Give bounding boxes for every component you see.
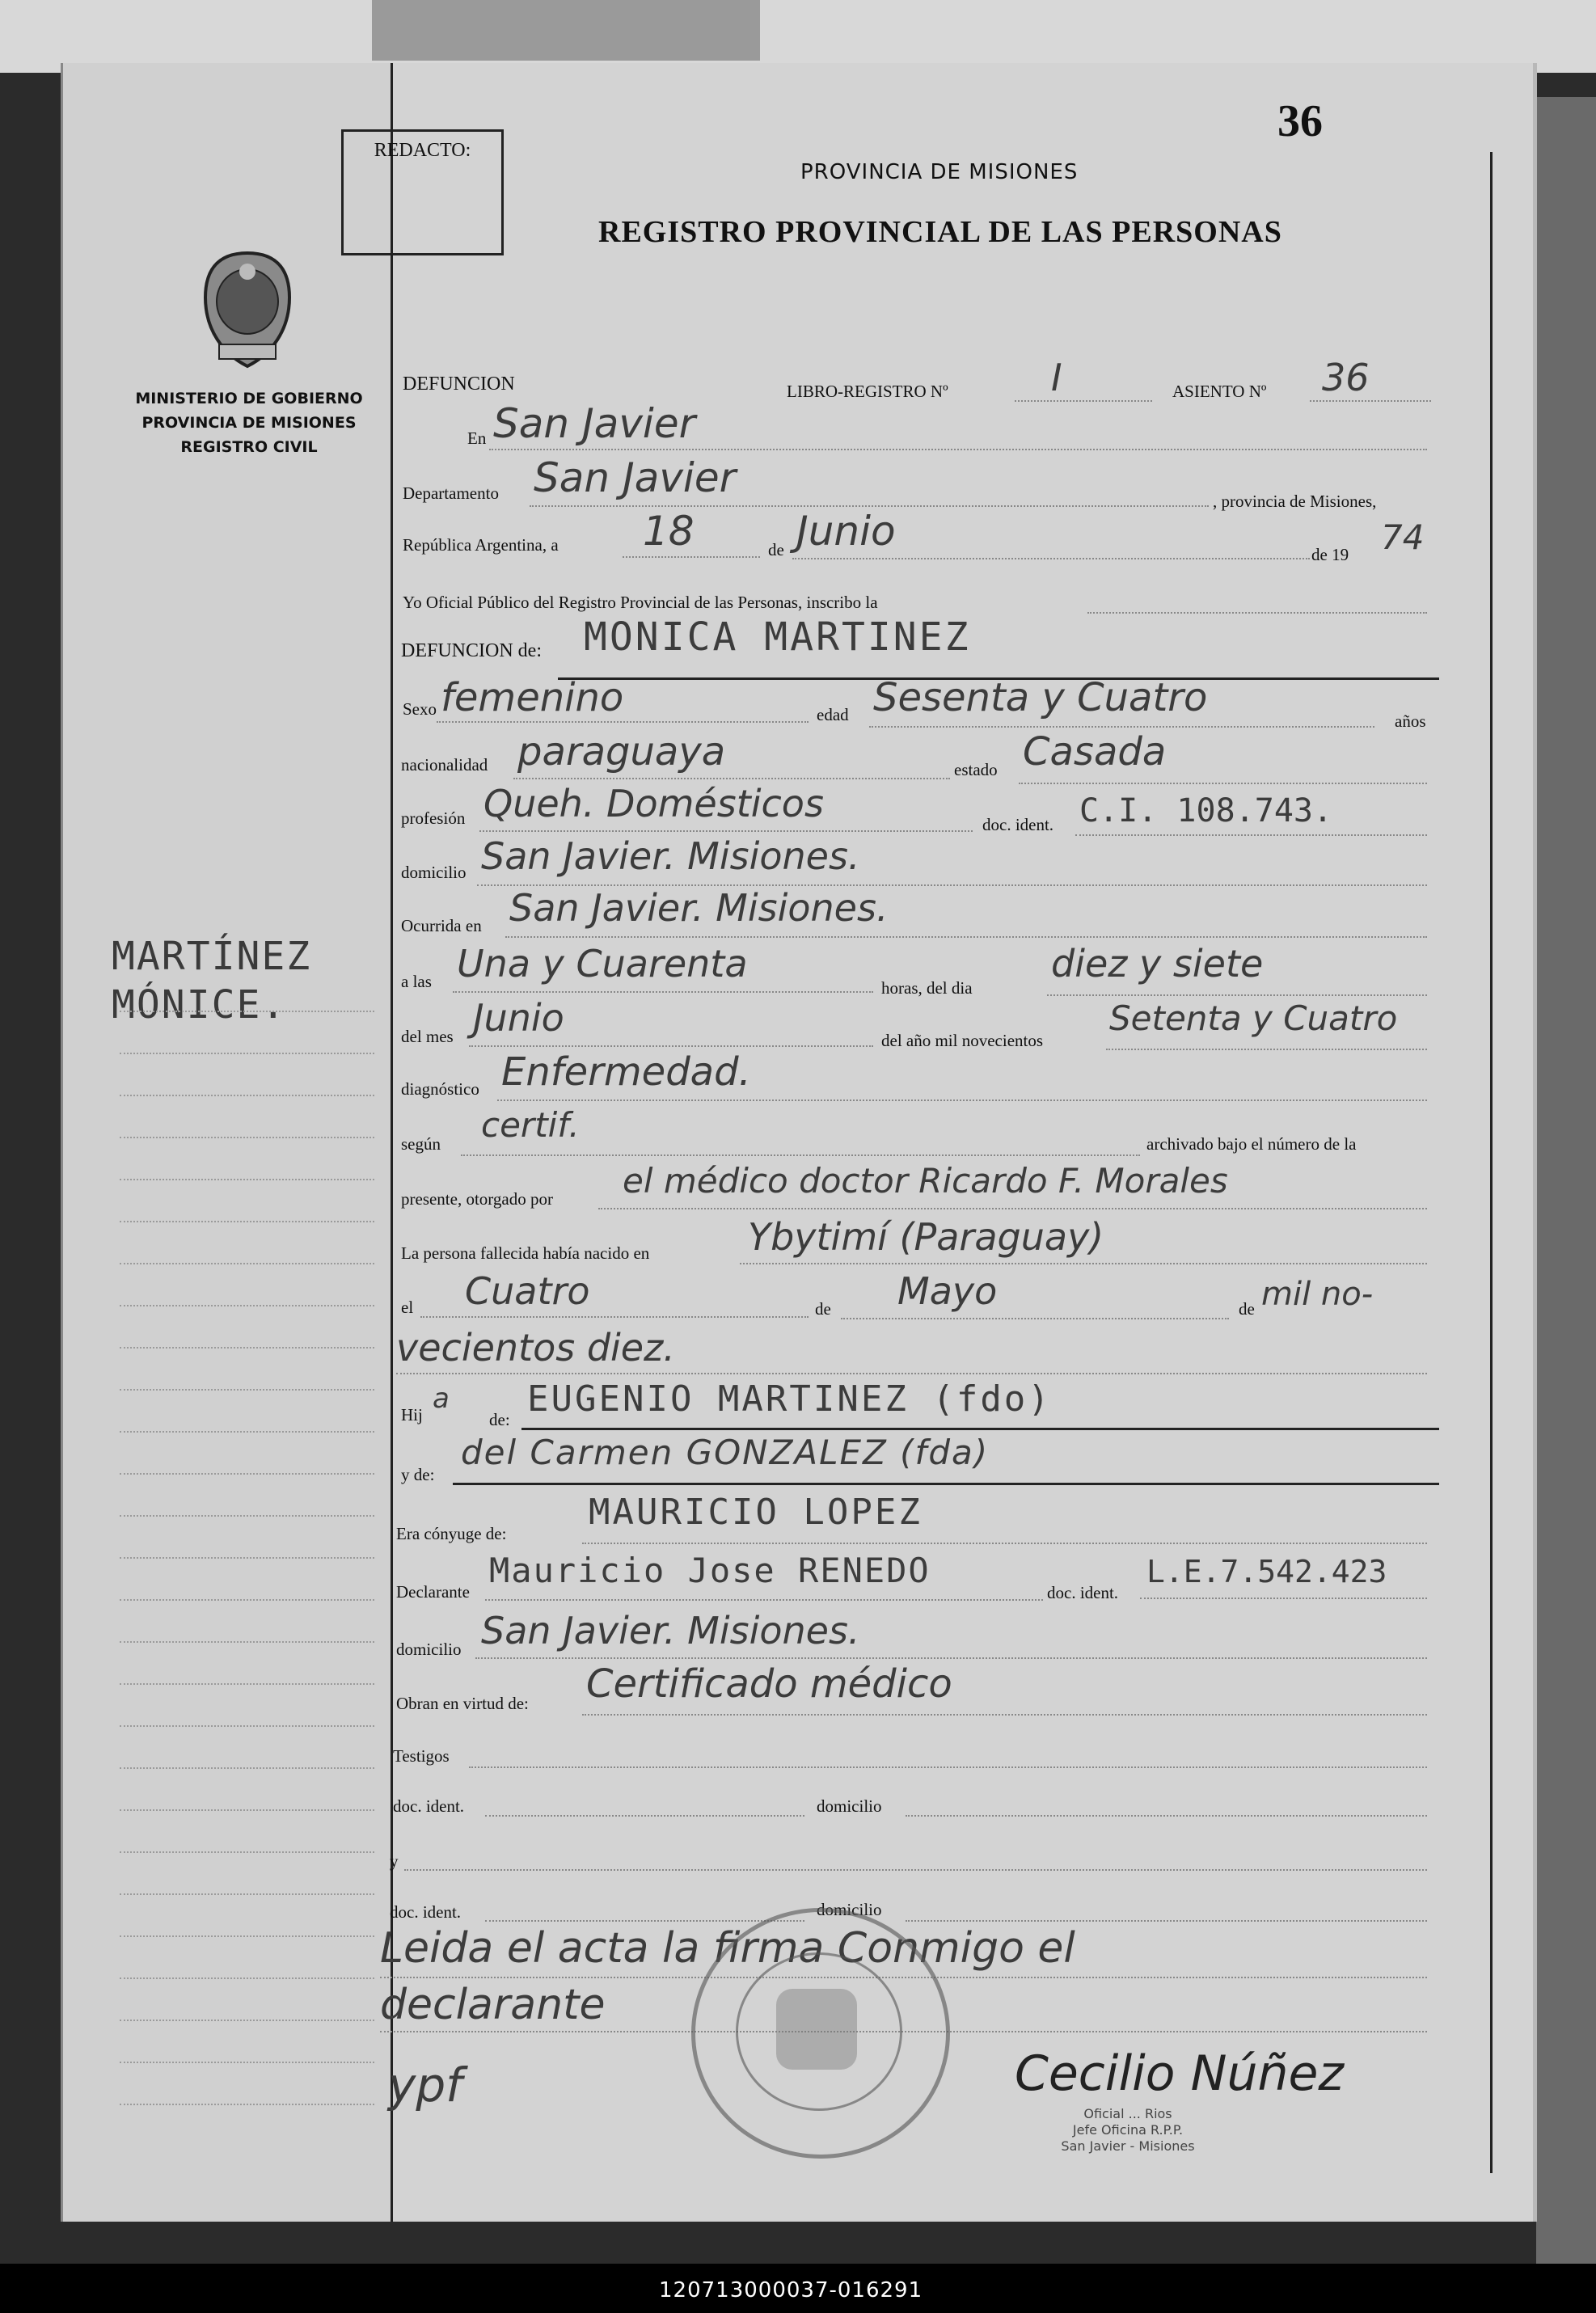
line-en — [489, 449, 1427, 450]
value-hij-suffix: a — [433, 1382, 450, 1415]
label-testigos: Testigos — [393, 1746, 450, 1766]
margin-ruled-line — [120, 1683, 374, 1685]
registry-heading: REGISTRO PROVINCIAL DE LAS PERSONAS — [598, 215, 1282, 249]
label-nacionalidad: nacionalidad — [401, 755, 488, 775]
line-testigos — [469, 1766, 1427, 1768]
label-a-las: a las — [401, 972, 432, 991]
initials-signature: ypf — [388, 2058, 462, 2113]
value-decl-domicilio: San Javier. Misiones. — [481, 1609, 860, 1652]
line-conyuge — [582, 1543, 1427, 1544]
margin-ruled-line — [120, 1977, 374, 1979]
value-nac-dia: Cuatro — [465, 1269, 590, 1313]
label-declarante: Declarante — [396, 1582, 470, 1602]
label-y-de: y de: — [401, 1465, 435, 1484]
line-asiento — [1310, 400, 1431, 402]
label-yo-oficial: Yo Oficial Público del Registro Provincial de las Personas, inscribo la — [403, 593, 878, 612]
label-horas-dia: horas, del dia — [881, 978, 973, 998]
margin-ruled-line — [120, 1809, 374, 1811]
value-dia-letras: diez y siete — [1051, 942, 1264, 986]
official-stamp-text — [1007, 2106, 1249, 2155]
ministry-line-3: REGISTRO CIVIL — [180, 438, 318, 456]
line-testigo2-doc — [485, 1920, 804, 1922]
margin-ruled-line — [120, 1515, 374, 1517]
line-nacido-en — [740, 1263, 1427, 1264]
line-testigo2 — [404, 1869, 1427, 1871]
label-conyuge: Era cónyuge de: — [396, 1524, 507, 1543]
label-decl-domicilio: domicilio — [396, 1640, 462, 1659]
margin-ruled-line — [120, 1431, 374, 1433]
label-el-de-ano: de — [1239, 1299, 1255, 1319]
margin-ruled-line — [120, 1305, 374, 1306]
label-decl-doc: doc. ident. — [1047, 1583, 1119, 1602]
value-madre: del Carmen GONZALEZ (fda) — [461, 1433, 990, 1472]
official-signature: Cecilio Núñez — [1015, 2045, 1344, 2102]
line-libro — [1015, 400, 1152, 402]
value-nacido-en: Ybytimí (Paraguay) — [748, 1215, 1104, 1259]
line-nac-mes — [841, 1318, 1229, 1319]
value-otorgado-por: el médico doctor Ricardo F. Morales — [623, 1161, 1228, 1201]
footer-bar — [0, 2264, 1596, 2313]
line-mes-letras — [469, 1045, 873, 1047]
label-el-de-mes: de — [815, 1299, 831, 1319]
label-de-mes: de — [768, 540, 784, 559]
margin-ruled-line — [120, 1599, 374, 1601]
label-anos: años — [1395, 711, 1426, 731]
line-madre — [453, 1483, 1439, 1485]
value-estado: Casada — [1023, 729, 1167, 775]
label-obran: Obran en virtud de: — [396, 1694, 529, 1713]
value-dia: 18 — [643, 508, 695, 555]
label-doc-ident: doc. ident. — [982, 815, 1054, 834]
value-doc-ident: C.I. 108.743. — [1079, 792, 1333, 829]
margin-ruled-line — [120, 1389, 374, 1391]
line-estado — [1019, 783, 1427, 784]
label-diagnostico: diagnóstico — [401, 1079, 479, 1099]
margin-column — [63, 63, 393, 2222]
value-departamento: San Javier — [534, 454, 737, 501]
value-en: San Javier — [493, 400, 696, 447]
label-testigo2-doc: doc. ident. — [390, 1902, 462, 1922]
label-defuncion-de: DEFUNCION de: — [401, 640, 542, 661]
label-edad: edad — [817, 705, 849, 724]
margin-given-name: MÓNICE. — [112, 982, 287, 1028]
value-nacionalidad: paraguaya — [517, 729, 726, 775]
value-ocurrida-en: San Javier. Misiones. — [509, 886, 889, 930]
line-nac-ano — [396, 1373, 1427, 1374]
value-hora: Una y Cuarenta — [457, 942, 748, 986]
label-nacido-en: La persona fallecida había nacido en — [401, 1243, 650, 1263]
value-ano-letras: Setenta y Cuatro — [1109, 998, 1398, 1038]
background-right — [1536, 97, 1596, 2264]
value-libro: I — [1051, 356, 1062, 399]
label-hij-de: de: — [489, 1410, 510, 1429]
label-libro: LIBRO-REGISTRO Nº — [787, 382, 948, 401]
label-asiento: ASIENTO Nº — [1172, 382, 1267, 401]
margin-ruled-line — [120, 2020, 374, 2021]
line-segun — [461, 1154, 1140, 1156]
label-testigo1-domicilio: domicilio — [817, 1796, 882, 1816]
label-del-mes: del mes — [401, 1027, 454, 1046]
label-segun: según — [401, 1134, 441, 1154]
value-obran: Certificado médico — [586, 1661, 952, 1707]
margin-ruled-line — [120, 1851, 374, 1853]
line-testigo1-doc — [485, 1815, 804, 1817]
margin-ruled-line — [120, 1011, 374, 1012]
margin-ruled-line — [120, 1095, 374, 1096]
value-asiento: 36 — [1322, 356, 1370, 399]
margin-ruled-line — [120, 1767, 374, 1769]
margin-ruled-line — [120, 1263, 374, 1264]
margin-ruled-line — [120, 1893, 374, 1895]
line-testigo1-domicilio — [906, 1815, 1427, 1817]
value-nac-mes: Mayo — [897, 1269, 998, 1313]
label-testigo1-doc: doc. ident. — [393, 1796, 465, 1816]
line-ocurrida-en — [505, 936, 1427, 938]
margin-surname: MARTÍNEZ — [112, 934, 312, 979]
label-domicilio: domicilio — [401, 863, 467, 882]
margin-ruled-line — [120, 2104, 374, 2105]
label-departamento: Departamento — [403, 483, 499, 503]
value-segun: certif. — [481, 1105, 580, 1145]
line-dia — [623, 556, 760, 558]
redacto-box — [341, 129, 504, 255]
closing-line-2: declarante — [380, 1981, 606, 2029]
page-number: 36 — [1277, 96, 1323, 146]
value-nac-ano-1: mil no- — [1261, 1276, 1374, 1313]
label-archivado: archivado bajo el número de la — [1146, 1134, 1357, 1154]
registry-stamp-icon — [691, 1908, 950, 2159]
label-republica: República Argentina, a — [403, 535, 559, 555]
label-el: el — [401, 1298, 414, 1317]
margin-name-note — [112, 932, 311, 1029]
margin-ruled-line — [120, 1347, 374, 1349]
label-estado: estado — [954, 760, 998, 779]
label-y: y — [390, 1851, 399, 1871]
line-edad — [869, 726, 1374, 728]
label-testigo2-domicilio: domicilio — [817, 1900, 882, 1919]
document-id: 120713000037-016291 — [659, 2278, 923, 2302]
line-otorgado-por — [598, 1208, 1427, 1209]
value-declarante: Mauricio Jose RENEDO — [489, 1551, 931, 1590]
line-sexo — [437, 721, 809, 723]
line-diagnostico — [497, 1100, 1427, 1101]
margin-ruled-line — [120, 1179, 374, 1180]
closing-line-1: Leida el acta la firma Conmigo el — [380, 1924, 1075, 1973]
value-mes: Junio — [796, 508, 896, 555]
line-padre — [521, 1428, 1439, 1430]
line-obran — [582, 1714, 1427, 1716]
line-nac-dia — [420, 1316, 809, 1318]
line-mes — [792, 558, 1310, 559]
margin-ruled-line — [120, 2062, 374, 2063]
label-hij: Hij — [401, 1405, 423, 1425]
value-decl-doc: L.E.7.542.423 — [1146, 1554, 1387, 1589]
line-doc-ident — [1075, 834, 1427, 836]
line-hora — [453, 991, 873, 993]
page-border-right — [1490, 152, 1493, 2173]
margin-ruled-line — [120, 1137, 374, 1138]
label-en: En — [467, 428, 487, 448]
line-departamento — [530, 505, 1209, 507]
margin-ruled-line — [120, 1725, 374, 1727]
label-del-ano: del año mil novecientos — [881, 1031, 1044, 1050]
official-line-2: Jefe Oficina R.P.P. — [1072, 2122, 1184, 2138]
value-mes-letras: Junio — [473, 996, 564, 1040]
redacto-label: REDACTO: — [374, 140, 471, 161]
line-profesion — [479, 830, 973, 832]
line-declarante — [485, 1599, 1043, 1601]
line-dia-letras — [1047, 994, 1427, 996]
label-de-ano: de 19 — [1311, 545, 1349, 564]
label-presente: presente, otorgado por — [401, 1189, 553, 1209]
line-ano-letras — [1106, 1049, 1427, 1050]
official-line-1: Oficial ... Rios — [1083, 2106, 1172, 2121]
line-nacionalidad — [513, 778, 950, 779]
line-yo-oficial — [1087, 612, 1427, 614]
line-decl-doc — [1140, 1598, 1427, 1599]
margin-ruled-line — [120, 1053, 374, 1054]
value-sexo: femenino — [441, 675, 624, 720]
value-nac-ano-2: vecientos diez. — [396, 1326, 675, 1370]
line-decl-domicilio — [475, 1657, 1427, 1659]
coat-of-arms-icon — [199, 249, 296, 370]
background-top — [0, 0, 1596, 73]
ministry-line-1: MINISTERIO DE GOBIERNO — [135, 390, 363, 407]
value-padre: EUGENIO MARTINEZ (fdo) — [527, 1378, 1052, 1420]
value-diagnostico: Enfermedad. — [501, 1049, 751, 1095]
value-profesion: Queh. Domésticos — [483, 782, 824, 825]
label-defuncion: DEFUNCION — [403, 374, 515, 395]
value-edad: Sesenta y Cuatro — [873, 675, 1208, 720]
value-conyuge: MAURICIO LOPEZ — [589, 1492, 923, 1533]
ministry-heading — [128, 386, 370, 459]
margin-ruled-line — [120, 1935, 374, 1937]
margin-ruled-line — [120, 1557, 374, 1559]
value-domicilio: San Javier. Misiones. — [481, 834, 860, 878]
value-ano: 74 — [1381, 517, 1425, 557]
label-sexo: Sexo — [403, 699, 437, 719]
margin-ruled-line — [120, 1473, 374, 1475]
value-nombre: MONICA MARTINEZ — [584, 614, 971, 660]
official-line-3: San Javier - Misiones — [1061, 2138, 1195, 2154]
ministry-line-2: PROVINCIA DE MISIONES — [141, 414, 357, 432]
line-testigo2-domicilio — [906, 1920, 1427, 1922]
province-heading: PROVINCIA DE MISIONES — [800, 160, 1079, 184]
label-provincia: , provincia de Misiones, — [1213, 492, 1377, 511]
label-ocurrida-en: Ocurrida en — [401, 916, 482, 935]
margin-ruled-line — [120, 1221, 374, 1222]
margin-ruled-line — [120, 1641, 374, 1643]
label-profesion: profesión — [401, 808, 466, 828]
